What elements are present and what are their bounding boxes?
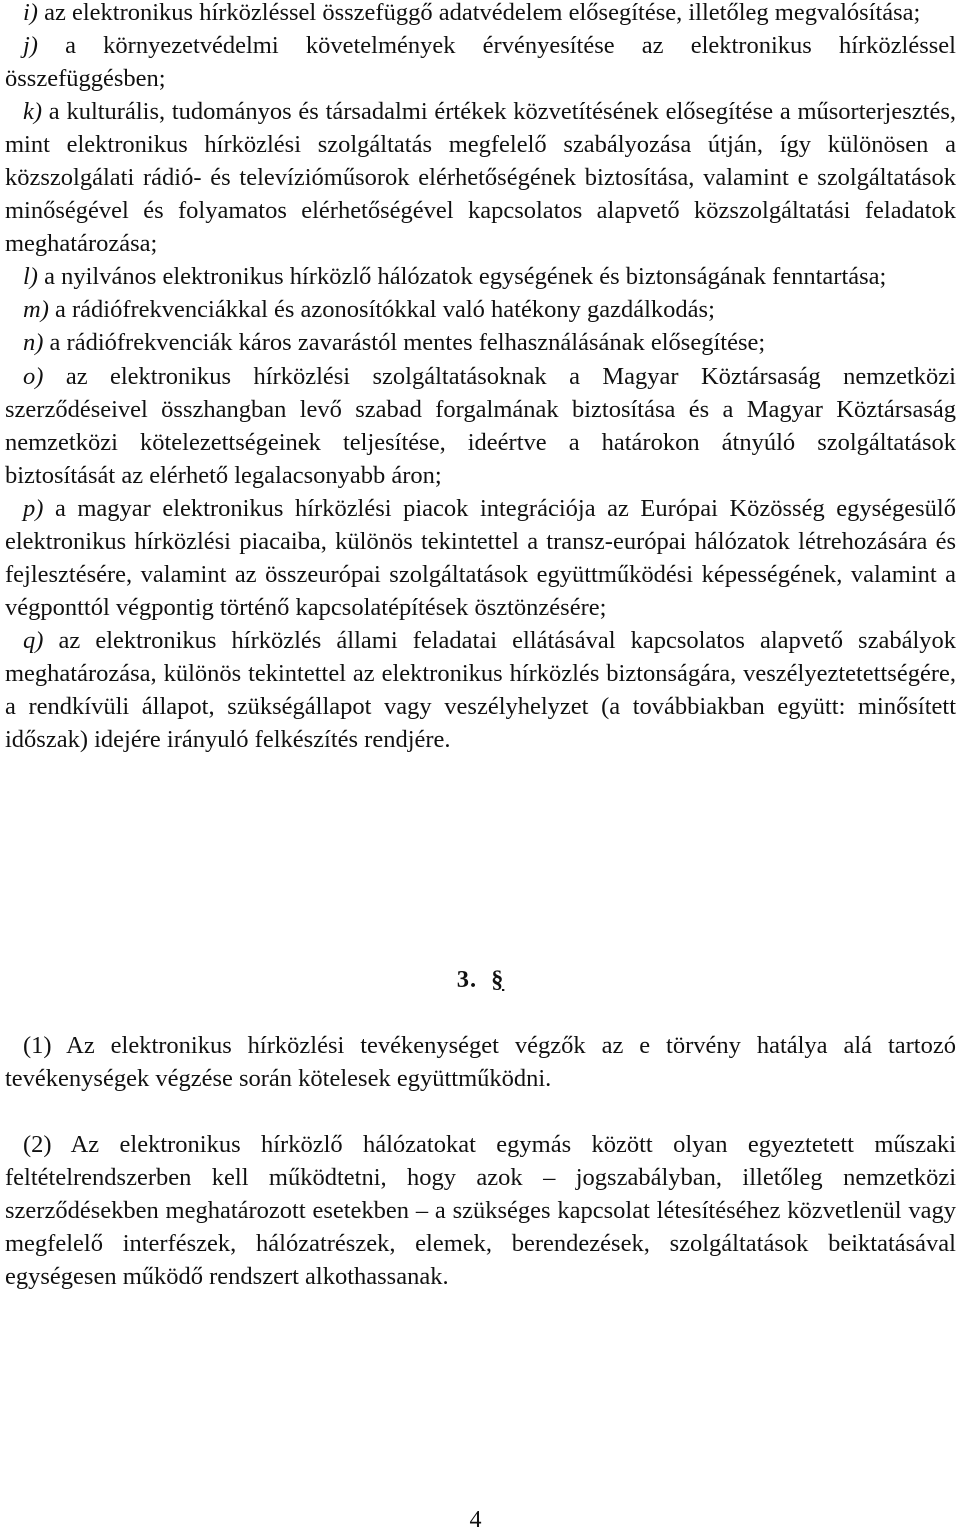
list-item [5, 0, 956, 29]
section-paragraph-2 [5, 1128, 956, 1293]
item-marker: k) [23, 98, 43, 126]
list-item [5, 29, 956, 95]
item-marker: i) [23, 0, 38, 26]
item-text: a nyilvános elektronikus hírközlő hálózatok egységének és biztonságának fenntartása; [37, 263, 887, 291]
list-item [5, 492, 956, 624]
section-heading [5, 963, 956, 996]
section-number: 3. [456, 966, 478, 993]
list-item [5, 624, 956, 756]
item-text: a rádiófrekvenciák káros zavarástól mentes felhasználásának elősegítése; [43, 329, 766, 357]
list-item [5, 260, 956, 293]
item-marker: n) [23, 329, 44, 357]
item-text: a magyar elektronikus hírközlési piacok integrációja az Európai Közösség egységesülő elektronikus hírközlési piacaiba, különös tekintettel a transz-európai hálózatok létrehozására és fejlesztésére, valamint az összeurópai szolgáltatások együttműködési képességének, valamint a végponttól végpontig történő kapcsolatépítések ösztönzésére; [5, 494, 956, 621]
item-marker: m) [23, 296, 49, 324]
item-text: az elektronikus hírközlés állami feladatai ellátásával kapcsolatos alapvető szabályok meghatározása, különös tekintettel az elektronikus hírközlés biztonságára, veszélyeztetettségére, a rendkívüli állapot, szükségállapot vagy veszélyhelyzet (a továbbiakban együtt: minősített időszak) idejére irányuló felkészítés rendjére. [5, 626, 956, 754]
item-marker: p) [23, 494, 44, 522]
paragraph-text: (2) Az elektronikus hírközlő hálózatokat egymás között olyan egyeztetett műszaki feltételrendszerben kell működtetni, hogy azok – jogszabályban, illetőleg nemzetközi szerződésekben meghatározott esetekben – a szükséges kapcsolat létesítéséhez közvetlenül vagy megfelelő interfészek, hálózatrészek, elemek, berendezések, szolgáltatások beiktatásával egységesen működő rendszert alkothassanak. [5, 1131, 956, 1291]
paragraph-text: (1) Az elektronikus hírközlési tevékenységet végzők az e törvény hatálya alá tartozó tevékenységek végzése során kötelesek együttműködni. [5, 1032, 956, 1093]
item-text: az elektronikus hírközlési szolgáltatásoknak a Magyar Köztársaság nemzetközi szerződéseivel összhangban levő szabad forgalmának biztosítása és a Magyar Köztársaság nemzetközi kötelezettségeinek teljesítése, ideértve a határokon átnyúló szolgáltatások biztosítását az elérhető legalacsonyabb áron; [5, 362, 956, 489]
list-item [5, 326, 956, 359]
section-paragraph-1 [5, 1029, 956, 1095]
item-text: a rádiófrekvenciákkal és azonosítókkal való hatékony gazdálkodás; [48, 296, 715, 324]
section-symbol: § [491, 966, 505, 993]
item-text: a környezetvédelmi követelmények érvényesítése az elektronikus hírközléssel összefüggésben; [5, 32, 956, 93]
item-text: a kulturális, tudományos és társadalmi értékek közvetítésének elősegítése a műsorterjesztés, mint elektronikus hírközlési szolgáltatás megfelelő szabályozása útján, így különösen a közszolgálati rádió- és televízióműsorok elérhetőségének biztosítása, valamint e szolgáltatások minőségével és folyamatos elérhetőségével kapcsolatos alapvető közszolgáltatási feladatok meghatározása; [5, 98, 956, 258]
list-item [5, 360, 956, 492]
list-item [5, 293, 956, 326]
item-marker: l) [23, 263, 38, 291]
list-item [5, 95, 956, 260]
item-marker: j) [23, 32, 38, 60]
provision-list [5, 0, 956, 756]
item-text: az elektronikus hírközléssel összefüggő adatvédelem elősegítése, illetőleg megvalósítása; [37, 0, 921, 26]
item-marker: o) [23, 362, 44, 390]
item-marker: q) [23, 626, 44, 654]
page-number: 4 [469, 1507, 482, 1533]
